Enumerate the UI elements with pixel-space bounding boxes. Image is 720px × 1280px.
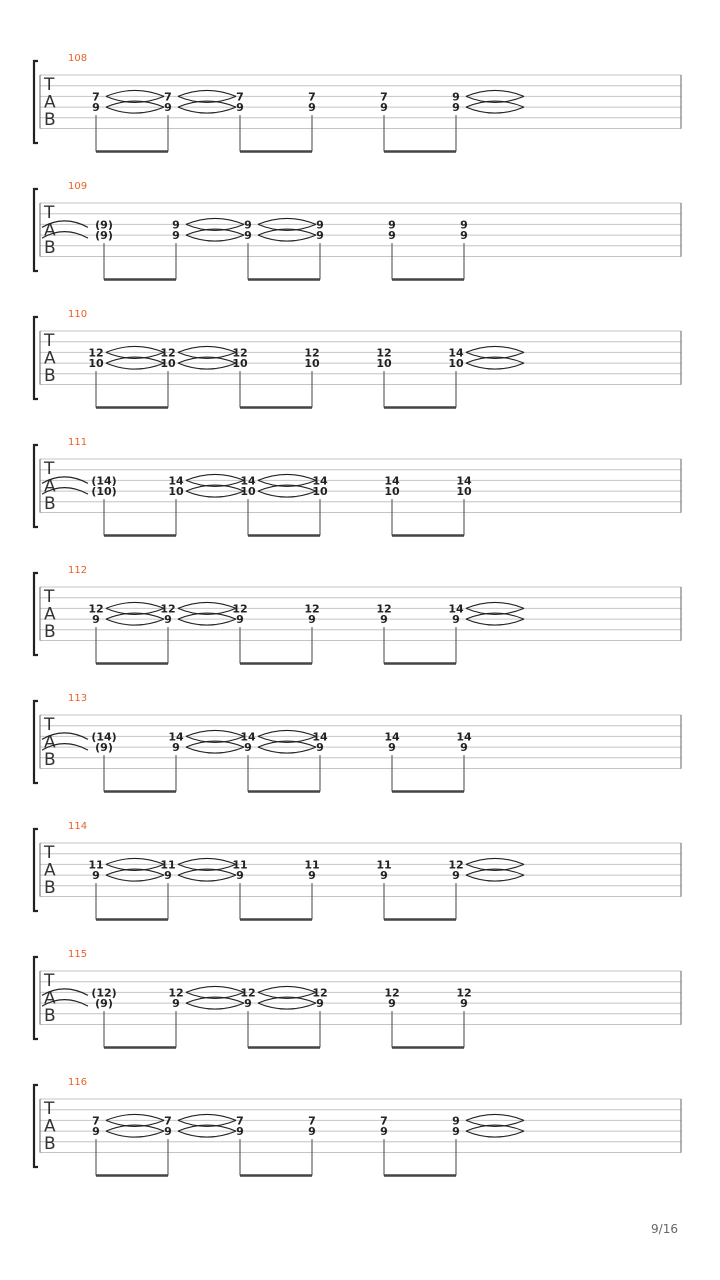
fret-number: 9 — [380, 613, 388, 627]
tab-clef-letter: B — [44, 238, 56, 258]
fret-number: (9) — [95, 741, 113, 755]
page-number: 9/16 — [651, 1222, 678, 1236]
tab-clef-letter: A — [44, 92, 56, 113]
fret-number: 7 — [92, 90, 100, 104]
tie-arc — [466, 1131, 524, 1137]
fret-number: 14 — [456, 474, 472, 488]
tab-clef-letter: B — [44, 1134, 56, 1154]
fret-number: 9 — [316, 218, 324, 232]
measure-number: 115 — [68, 949, 88, 960]
fret-number: 14 — [448, 346, 464, 360]
tab-clef-letter: A — [44, 476, 56, 497]
fret-number: 9 — [388, 997, 396, 1011]
fret-number: 9 — [236, 613, 244, 627]
system-bracket — [34, 829, 38, 911]
tie-arc — [178, 858, 236, 864]
fret-number: 12 — [240, 986, 256, 1000]
fret-number: 9 — [92, 1125, 100, 1139]
tie-arc — [186, 730, 244, 736]
fret-number: 7 — [92, 1114, 100, 1128]
fret-number: 9 — [316, 229, 324, 243]
fret-number: 14 — [384, 474, 400, 488]
fret-number: 9 — [460, 741, 468, 755]
fret-number: 9 — [452, 90, 460, 104]
tie-arc — [258, 747, 316, 753]
fret-number: 9 — [316, 741, 324, 755]
tie-arc — [178, 602, 236, 608]
fret-number: 12 — [304, 346, 320, 360]
fret-number: 7 — [380, 90, 388, 104]
tie-arc — [466, 346, 524, 352]
tie-arc — [466, 619, 524, 625]
tie-arc — [258, 986, 316, 992]
tab-clef-letter: T — [44, 715, 55, 735]
fret-number: (14) — [91, 474, 117, 488]
fret-number: 9 — [244, 997, 252, 1011]
measure-number: 114 — [68, 821, 88, 832]
fret-number: 14 — [168, 474, 184, 488]
fret-number: 11 — [376, 858, 392, 872]
fret-number: (12) — [91, 986, 117, 1000]
fret-number: 14 — [456, 730, 472, 744]
tie-arc — [106, 875, 164, 881]
fret-number: 7 — [380, 1114, 388, 1128]
tie-arc — [106, 602, 164, 608]
tie-arc — [106, 619, 164, 625]
fret-number: 9 — [308, 613, 316, 627]
fret-number: 7 — [236, 1114, 244, 1128]
system-bracket — [34, 445, 38, 527]
fret-number: 7 — [308, 90, 316, 104]
fret-number: (14) — [91, 730, 117, 744]
tie-arc — [106, 107, 164, 113]
fret-number: 9 — [92, 101, 100, 115]
tab-clef-letter: T — [44, 587, 55, 607]
fret-number: 11 — [232, 858, 248, 872]
fret-number: 14 — [168, 730, 184, 744]
tab-clef-letter: A — [44, 988, 56, 1009]
fret-number: 9 — [452, 1125, 460, 1139]
fret-number: 12 — [88, 602, 104, 616]
tie-arc — [178, 619, 236, 625]
fret-number: 9 — [388, 229, 396, 243]
fret-number: 11 — [304, 858, 320, 872]
tie-arc — [186, 747, 244, 753]
measure-number: 116 — [68, 1077, 88, 1088]
fret-number: 12 — [384, 986, 400, 1000]
fret-number: (9) — [95, 997, 113, 1011]
measure-number: 112 — [68, 565, 88, 576]
fret-number: 7 — [308, 1114, 316, 1128]
tie-arc — [466, 875, 524, 881]
tab-clef-letter: T — [44, 331, 55, 351]
fret-number: 14 — [448, 602, 464, 616]
fret-number: 12 — [232, 346, 248, 360]
fret-number: 12 — [232, 602, 248, 616]
fret-number: 9 — [164, 101, 172, 115]
fret-number: 9 — [92, 613, 100, 627]
tie-arc — [178, 875, 236, 881]
fret-number: 9 — [308, 869, 316, 883]
system-bracket — [34, 701, 38, 783]
fret-number: 9 — [380, 869, 388, 883]
tab-clef-letter: B — [44, 110, 56, 130]
tab-clef-letter: T — [44, 971, 55, 991]
fret-number: 9 — [92, 869, 100, 883]
fret-number: 9 — [236, 1125, 244, 1139]
tie-arc — [258, 1003, 316, 1009]
fret-number: 9 — [236, 869, 244, 883]
tie-arc — [178, 346, 236, 352]
tab-clef-letter: A — [44, 860, 56, 881]
measure-number: 110 — [68, 309, 88, 320]
fret-number: 9 — [452, 101, 460, 115]
fret-number: 12 — [376, 346, 392, 360]
measure-number: 108 — [68, 53, 88, 64]
fret-number: (9) — [95, 218, 113, 232]
fret-number: 9 — [164, 613, 172, 627]
system-bracket — [34, 189, 38, 271]
fret-number: 9 — [460, 997, 468, 1011]
tie-arc — [466, 858, 524, 864]
fret-number: 12 — [160, 346, 176, 360]
fret-number: (9) — [95, 229, 113, 243]
fret-number: 9 — [460, 229, 468, 243]
fret-number: 9 — [164, 869, 172, 883]
tab-clef-letter: T — [44, 75, 55, 95]
tie-arc — [466, 602, 524, 608]
fret-number: 14 — [240, 730, 256, 744]
measure-number: 113 — [68, 693, 88, 704]
system-bracket — [34, 957, 38, 1039]
fret-number: 10 — [312, 485, 328, 499]
tab-clef-letter: B — [44, 494, 56, 514]
fret-number: 10 — [456, 485, 472, 499]
fret-number: 9 — [172, 229, 180, 243]
tie-arc — [106, 363, 164, 369]
tab-clef-letter: T — [44, 459, 55, 479]
fret-number: 9 — [380, 1125, 388, 1139]
fret-number: 12 — [88, 346, 104, 360]
tab-clef-letter: B — [44, 366, 56, 386]
tab-clef-letter: A — [44, 732, 56, 753]
fret-number: 9 — [244, 741, 252, 755]
fret-number: 11 — [88, 858, 104, 872]
fret-number: 12 — [160, 602, 176, 616]
fret-number: 9 — [308, 101, 316, 115]
tab-clef-letter: B — [44, 1006, 56, 1026]
tie-arc — [466, 363, 524, 369]
fret-number: 9 — [388, 218, 396, 232]
tie-arc — [106, 1114, 164, 1120]
measure-number: 111 — [68, 437, 88, 448]
fret-number: (10) — [91, 485, 117, 499]
fret-number: 10 — [160, 357, 176, 371]
fret-number: 9 — [316, 997, 324, 1011]
fret-number: 9 — [308, 1125, 316, 1139]
fret-number: 9 — [236, 101, 244, 115]
fret-number: 14 — [240, 474, 256, 488]
fret-number: 14 — [312, 474, 328, 488]
fret-number: 7 — [236, 90, 244, 104]
tie-arc — [178, 1114, 236, 1120]
fret-number: 10 — [304, 357, 320, 371]
system-bracket — [34, 1085, 38, 1167]
tab-clef-letter: A — [44, 220, 56, 241]
fret-number: 10 — [384, 485, 400, 499]
fret-number: 12 — [168, 986, 184, 1000]
fret-number: 9 — [172, 997, 180, 1011]
fret-number: 9 — [452, 869, 460, 883]
tie-arc — [466, 1114, 524, 1120]
tie-arc — [258, 218, 316, 224]
tab-clef-letter: T — [44, 843, 55, 863]
fret-number: 14 — [384, 730, 400, 744]
tie-arc — [106, 1131, 164, 1137]
tie-arc — [178, 107, 236, 113]
tab-clef-letter: A — [44, 604, 56, 625]
tab-clef-letter: A — [44, 1116, 56, 1137]
fret-number: 10 — [448, 357, 464, 371]
fret-number: 9 — [460, 218, 468, 232]
fret-number: 14 — [312, 730, 328, 744]
fret-number: 9 — [244, 229, 252, 243]
tie-arc — [186, 218, 244, 224]
tie-arc — [106, 858, 164, 864]
fret-number: 7 — [164, 90, 172, 104]
fret-number: 11 — [160, 858, 176, 872]
fret-number: 10 — [232, 357, 248, 371]
tie-arc — [178, 363, 236, 369]
tie-arc — [186, 474, 244, 480]
fret-number: 12 — [376, 602, 392, 616]
tie-arc — [106, 346, 164, 352]
tab-clef-letter: B — [44, 622, 56, 642]
tie-arc — [466, 90, 524, 96]
fret-number: 9 — [452, 613, 460, 627]
fret-number: 9 — [172, 741, 180, 755]
tie-arc — [106, 90, 164, 96]
tie-arc — [258, 235, 316, 241]
fret-number: 10 — [376, 357, 392, 371]
fret-number: 9 — [244, 218, 252, 232]
tab-clef-letter: B — [44, 750, 56, 770]
fret-number: 12 — [448, 858, 464, 872]
tie-arc — [186, 235, 244, 241]
tie-arc — [178, 90, 236, 96]
tie-arc — [258, 730, 316, 736]
tie-arc — [186, 986, 244, 992]
fret-number: 12 — [304, 602, 320, 616]
tie-arc — [466, 107, 524, 113]
tie-arc — [178, 1131, 236, 1137]
fret-number: 9 — [172, 218, 180, 232]
fret-number: 7 — [164, 1114, 172, 1128]
system-bracket — [34, 317, 38, 399]
fret-number: 9 — [164, 1125, 172, 1139]
fret-number: 12 — [312, 986, 328, 1000]
fret-number: 9 — [388, 741, 396, 755]
tab-clef-letter: B — [44, 878, 56, 898]
tab-clef-letter: T — [44, 203, 55, 223]
fret-number: 10 — [88, 357, 104, 371]
tie-arc — [258, 474, 316, 480]
measure-number: 109 — [68, 181, 88, 192]
system-bracket — [34, 573, 38, 655]
fret-number: 10 — [168, 485, 184, 499]
fret-number: 9 — [380, 101, 388, 115]
tab-clef-letter: T — [44, 1099, 55, 1119]
system-bracket — [34, 61, 38, 143]
tie-arc — [186, 491, 244, 497]
fret-number: 9 — [452, 1114, 460, 1128]
fret-number: 12 — [456, 986, 472, 1000]
tab-clef-letter: A — [44, 348, 56, 369]
tie-arc — [186, 1003, 244, 1009]
fret-number: 10 — [240, 485, 256, 499]
tie-arc — [258, 491, 316, 497]
